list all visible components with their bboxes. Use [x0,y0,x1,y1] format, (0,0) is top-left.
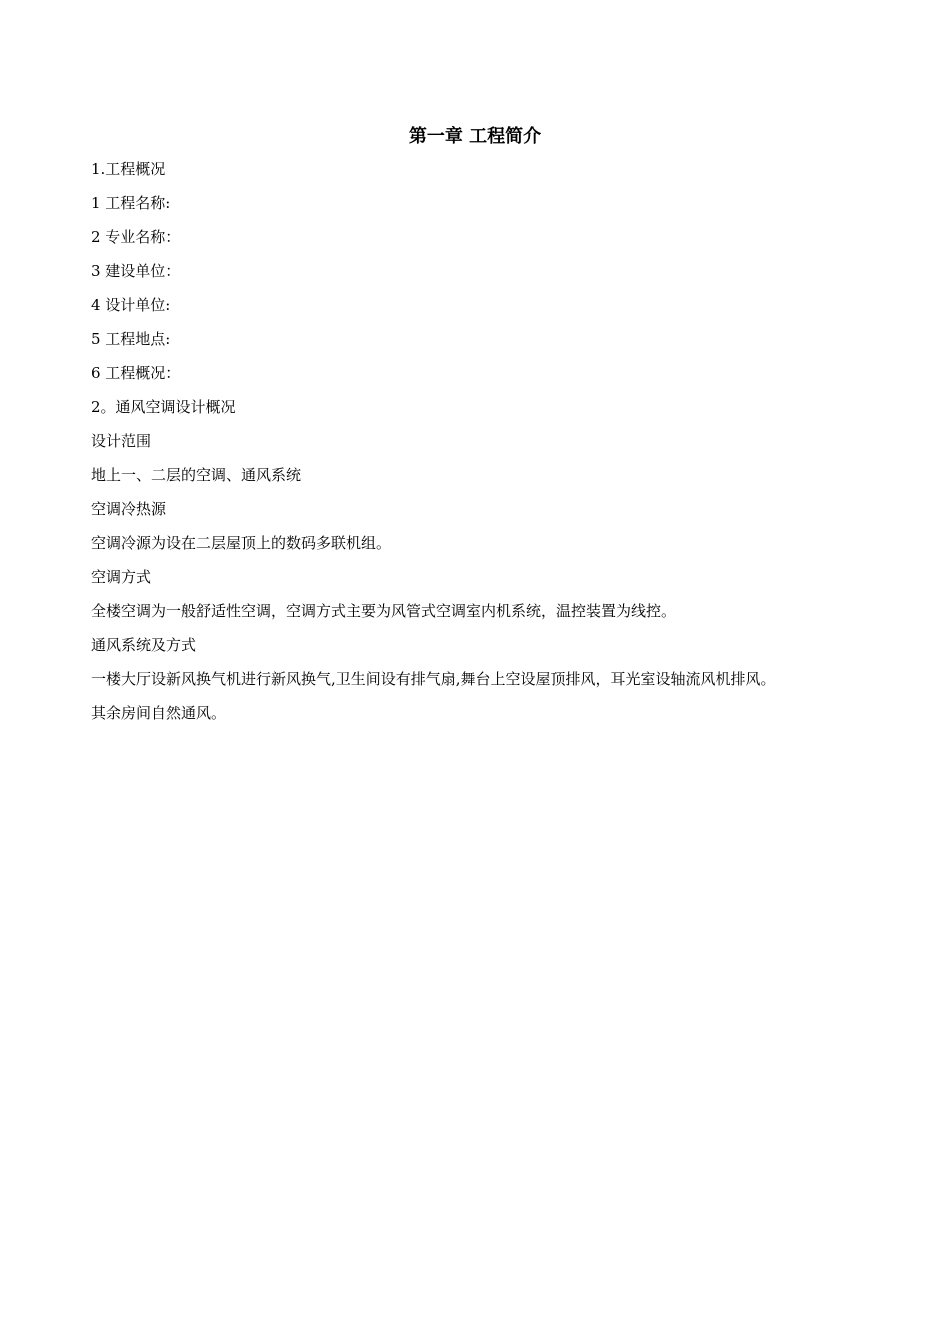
field-design-unit: 4 设计单位: [91,296,171,314]
subheading-ventilation-system: 通风系统及方式 [91,636,197,654]
text-heat-cold-source: 空调冷源为设在二层屋顶上的数码多联机组。 [91,534,392,552]
text-ventilation-system: 一楼大厅设新风换气机进行新风换气,卫生间设有排气扇,舞台上空设屋顶排风，耳光室设轴流风机排风。 [91,670,776,688]
document-body [91,159,871,737]
field-specialty-name: 2 专业名称： [91,228,181,246]
field-project-summary: 6 工程概况： [91,364,181,382]
section-heading-hvac-design: 2。通风空调设计概况 [91,398,236,416]
subheading-heat-cold-source: 空调冷热源 [91,500,167,518]
section-heading-project-overview: 1.工程概况 [91,160,166,178]
chapter-title: 第一章 工程简介 [408,126,542,147]
text-design-scope: 地上一、二层的空调、通风系统 [91,466,302,484]
field-construction-unit: 3 建设单位： [91,262,181,280]
field-project-name: 1 工程名称: [91,194,171,212]
subheading-ac-method: 空调方式 [91,568,152,586]
field-project-location: 5 工程地点: [91,330,171,348]
text-ac-method: 全楼空调为一般舒适性空调，空调方式主要为风管式空调室内机系统，温控装置为线控。 [91,602,677,620]
text-natural-ventilation: 其余房间自然通风。 [91,704,227,722]
subheading-design-scope: 设计范围 [91,432,152,450]
